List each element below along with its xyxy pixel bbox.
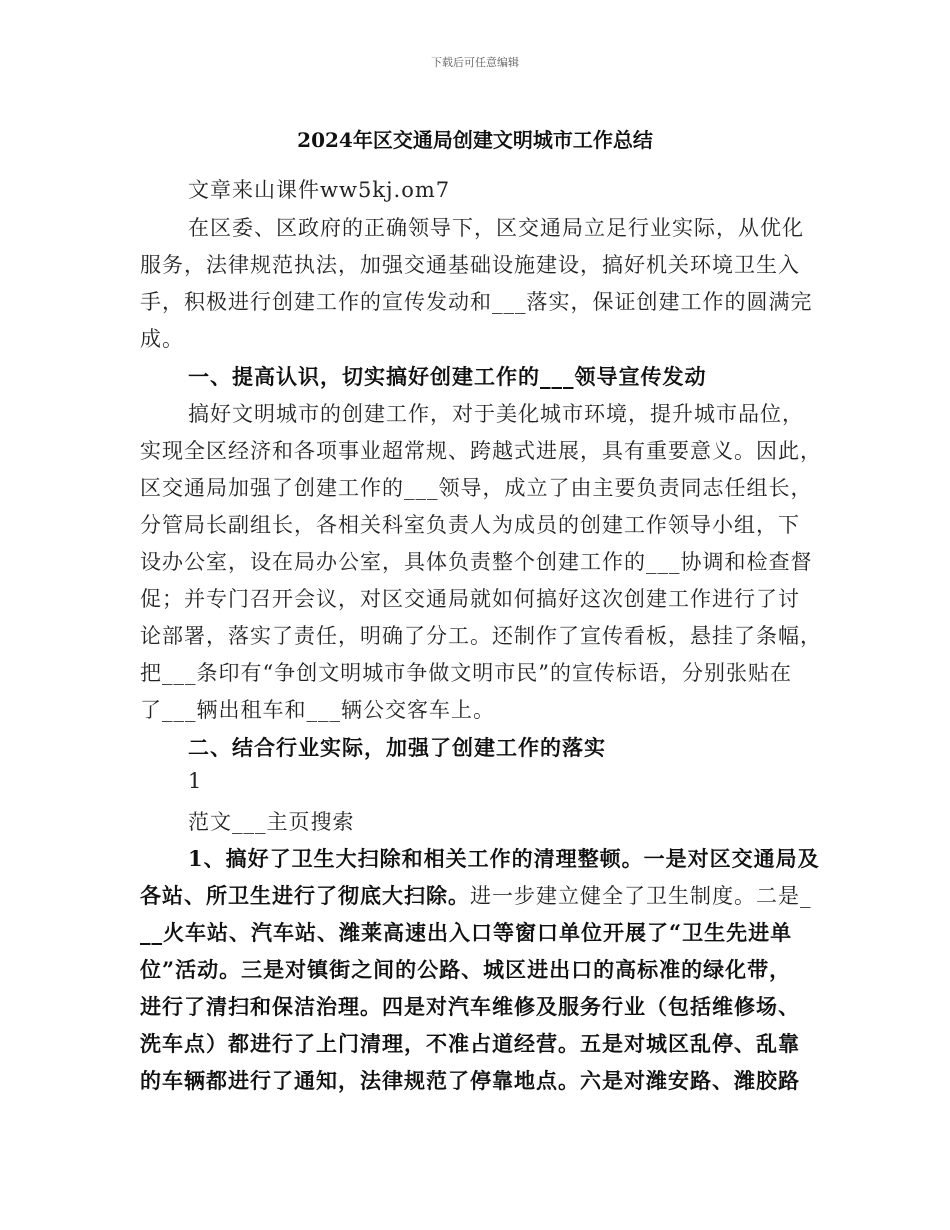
paragraph-line: 搞好文明城市的创建工作，对于美化城市环境，提升城市品位， — [188, 402, 804, 426]
section-heading-2: 二、结合行业实际，加强了创建工作的落实 — [188, 735, 606, 760]
paragraph-line: 进行了清扫和保洁治理。四是对汽车维修及服务行业（包括维修场、 — [140, 994, 800, 1019]
section-heading-1: 一、提高认识，切实搞好创建工作的___领导宣传发动 — [188, 364, 707, 389]
normal-run: 进一步建立健全了卫生制度。二是_ — [470, 884, 812, 908]
paragraph-line — [140, 880, 812, 910]
paragraph-line: __火车站、汽车站、潍莱高速出入口等窗口单位开展了“卫生先进单 — [140, 920, 793, 945]
paragraph-line: 了___辆出租车和___辆公交客车上。 — [140, 698, 495, 722]
paragraph-line: 在区委、区政府的正确领导下，区交通局立足行业实际，从优化 — [188, 216, 804, 240]
document-title: 2024年区交通局创建文明城市工作总结 — [297, 128, 653, 152]
paragraph-line: 的车辆都进行了通知，法律规范了停靠地点。六是对潍安路、潍胶路 — [140, 1068, 800, 1093]
page-number: 1 — [188, 769, 203, 793]
paragraph-line: 促；并专门召开会议，对区交通局就如何搞好这次创建工作进行了讨 — [140, 587, 800, 611]
paragraph-line: 把___条印有“争创文明城市争做文明市民”的宣传标语，分别张贴在 — [140, 661, 792, 685]
paragraph-line: 成。 — [140, 327, 184, 351]
paragraph-line: 论部署，落实了责任，明确了分工。还制作了宣传看板，悬挂了条幅， — [140, 624, 822, 648]
bold-run: 各站、所卫生进行了彻底大扫除。 — [140, 883, 470, 908]
paragraph-line: 分管局长副组长，各相关科室负责人为成员的创建工作领导小组，下 — [140, 513, 800, 537]
paragraph-line: 手，积极进行创建工作的宣传发动和___落实，保证创建工作的圆满完 — [140, 290, 813, 314]
paragraph-line: 区交通局加强了创建工作的___领导，成立了由主要负责同志任组长， — [140, 476, 813, 500]
paragraph-line: 位”活动。三是对镇街之间的公路、城区进出口的高标准的绿化带， — [140, 957, 792, 982]
paragraph-line: 设办公室，设在局办公室，具体负责整个创建工作的___协调和检查督 — [140, 550, 813, 574]
paragraph-line: 实现全区经济和各项事业超常规、跨越式进展，具有重要意义。因此， — [140, 439, 822, 463]
header-note: 下载后可任意编辑 — [431, 56, 519, 69]
byline: 文章来山课件ww5kj.om7 — [188, 178, 451, 202]
paragraph-line: 服务，法律规范执法，加强交通基础设施建设，搞好机关环境卫生入 — [140, 253, 800, 277]
site-note: 范文___主页搜索 — [188, 810, 355, 834]
paragraph-line: 1、搞好了卫生大扫除和相关工作的清理整顿。一是对区交通局及 — [188, 846, 820, 871]
paragraph-line: 洗车点）都进行了上门清理，不准占道经营。五是对城区乱停、乱靠 — [140, 1031, 800, 1056]
